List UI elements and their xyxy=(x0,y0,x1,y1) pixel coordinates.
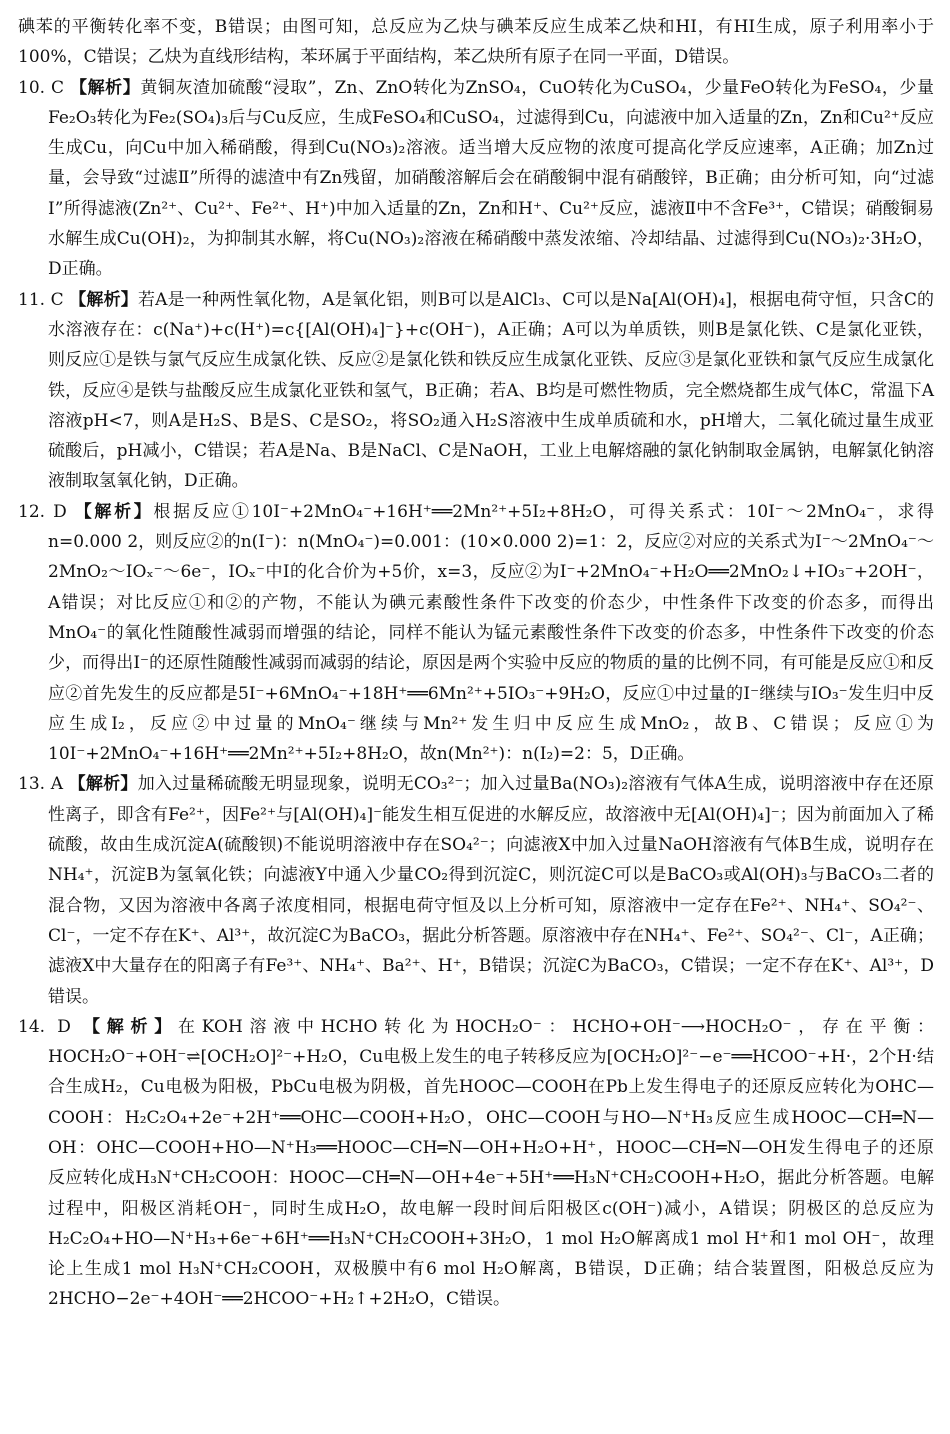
item-text: 加入过量稀硫酸无明显现象，说明无CO₃²⁻；加入过量Ba(NO₃)₂溶液有气体A生成，说明溶液中存在还原性离子，即含有Fe²⁺，因Fe²⁺与[Al(OH)₄]⁻能发生相互促进的水解反应，故溶液中无[Al(OH)₄]⁻；因为前面加入了稀硫酸，故由生成沉淀A(硫酸钡)不能说明溶液中存在SO₄²⁻；向滤液X中加入过量NaOH溶液有气体B生成，说明存在NH₄⁺，沉淀B为氢氧化铁；向滤液Y中通入少量CO₂得到沉淀C，则沉淀C可以是BaCO₃或Al(OH)₃与BaCO₃二者的混合物，又因为溶液中各离子浓度相同，根据电荷守恒及以上分析可知，原溶液中一定存在Fe²⁺、NH₄⁺、SO₄²⁻、Cl⁻，一定不存在K⁺、Al³⁺，故沉淀C为BaCO₃，据此分析答题。原溶液中存在NH₄⁺、Fe²⁺、SO₄²⁻、Cl⁻，A正确；滤液X中大量存在的阳离子有Fe³⁺、NH₄⁺、Ba²⁺、H⁺，B错误；沉淀C为BaCO₃，C错误；一定不存在K⁺、Al³⁺，D错误。 xyxy=(48,774,935,1007)
item-text: 在KOH溶液中HCHO转化为HOCH₂O⁻：HCHO+OH⁻⟶HOCH₂O⁻，存在平衡：HOCH₂O⁻+OH⁻⇌[OCH₂O]²⁻+H₂O，Cu电极上发生的电子转移反应为[OCH₂O]²⁻−e⁻══HCOO⁻+H·，2个H·结合生成H₂，Cu电极为阳极，PbCu电极为阴极，首先HOOC—COOH在Pb上发生得电子的还原反应转化为OHC—COOH：H₂C₂O₄+2e⁻+2H⁺══OHC—COOH+H₂O，OHC—COOH与HO—N⁺H₃反应生成HOOC—CH═N—OH：OHC—COOH+HO—N⁺H₃══HOOC—CH═N—OH+H₂O+H⁺，HOOC—CH═N—OH发生得电子的还原反应转化成H₃N⁺CH₂COOH：HOOC—CH═N—OH+4e⁻+5H⁺══H₃N⁺CH₂COOH+H₂O，据此分析答题。电解过程中，阳极区消耗OH⁻，同时生成H₂O，故电解一段时间后阳极区c(OH⁻)减小，A错误；阴极区的总反应为H₂C₂O₄+HO—N⁺H₃+6e⁻+6H⁺══H₃N⁺CH₂COOH+3H₂O，1 mol H₂O解离成1 mol H⁺和1 mol OH⁻，故理论上生成1 mol H₃N⁺CH₂COOH，双极膜中有6 mol H₂O解离，B错误，D正确；结合装置图，阳极总反应为2HCHO−2e⁻+4OH⁻══2HCOO⁻+H₂↑+2H₂O，C错误。 xyxy=(48,1016,935,1310)
item-number: 12. D xyxy=(18,501,67,522)
answer-item-12 xyxy=(18,497,934,770)
answer-item-13 xyxy=(18,769,934,1011)
item-text: 若A是一种两性氧化物，A是氧化铝，则B可以是AlCl₃、C可以是Na[Al(OH)₄]，根据电荷守恒，只含C的水溶液存在：c(Na⁺)+c(H⁺)=c{[Al(OH)₄]⁻}+c(OH⁻)，A正确；A可以为单质铁，则B是氯化铁、C是氯化亚铁，则反应①是铁与氯气反应生成氯化铁、反应②是氯化铁和铁反应生成氯化亚铁、反应③是氯化亚铁和氯气反应生成氯化铁，反应④是铁与盐酸反应生成氯化亚铁和氢气，B正确；若A、B均是可燃性物质，完全燃烧都生成气体C，常温下A溶液pH<7，则A是H₂S、B是S、C是SO₂，将SO₂通入H₂S溶液中生成单质硫和水，pH增大，二氧化硫过量生成亚硫酸后，pH减小，C错误；若A是Na、B是NaCl、C是NaOH，工业上电解熔融的氯化钠制取金属钠，电解氯化钠溶液制取氢氧化钠，D正确。 xyxy=(48,289,935,492)
analysis-tag: 【解析】 xyxy=(83,1016,179,1037)
item-number: 11. C xyxy=(18,289,64,310)
item-number: 14. D xyxy=(18,1016,71,1037)
item-number: 10. C xyxy=(18,77,65,98)
item-text: 根据反应①10I⁻+2MnO₄⁻+16H⁺══2Mn²⁺+5I₂+8H₂O，可得关系式：10I⁻～2MnO₄⁻，求得n=0.000 2，则反应②的n(I⁻)：n(MnO₄⁻)=0.001：(10×0.000 2)=1：2，反应②对应的关系式为I⁻～2MnO₄⁻～2MnO₂～IOₓ⁻～6e⁻，IOₓ⁻中I的化合价为+5价，x=3，反应②为I⁻+2MnO₄⁻+H₂O══2MnO₂↓+IO₃⁻+2OH⁻，A错误；对比反应①和②的产物，不能认为碘元素酸性条件下改变的价态少，中性条件下改变的价态多，而得出MnO₄⁻的氧化性随酸性减弱而增强的结论，同样不能认为锰元素酸性条件下改变的价态多，中性条件下改变的价态少，而得出I⁻的还原性随酸性减弱而减弱的结论，原因是两个实验中反应的物质的量的比例不同，有可能是反应①和反应②首先发生的反应都是5I⁻+6MnO₄⁻+18H⁺══6Mn²⁺+5IO₃⁻+9H₂O，反应①中过量的I⁻继续与IO₃⁻发生归中反应生成I₂，反应②中过量的MnO₄⁻继续与Mn²⁺发生归中反应生成MnO₂，故B、C错误；反应①为10I⁻+2MnO₄⁻+16H⁺══2Mn²⁺+5I₂+8H₂O，故n(Mn²⁺)：n(I₂)=2：5，D正确。 xyxy=(48,501,935,765)
answer-item-11 xyxy=(18,285,934,497)
analysis-tag: 【解析】 xyxy=(70,77,141,98)
item-number: 13. A xyxy=(18,774,63,795)
item-text: 黄铜灰渣加硫酸“浸取”，Zn、ZnO转化为ZnSO₄，CuO转化为CuSO₄，少量FeO转化为FeSO₄，少量Fe₂O₃转化为Fe₂(SO₄)₃后与Cu反应，生成FeSO₄和CuSO₄，过滤得到Cu，向滤液中加入适量的Zn，Zn和Cu²⁺反应生成Cu，向Cu中加入稀硝酸，得到Cu(NO₃)₂溶液。适当增大反应物的浓度可提高化学反应速率，A正确；加Zn过量，会导致“过滤Ⅱ”所得的滤渣中有Zn残留，加硝酸溶解后会在硝酸铜中混有硝酸锌，B正确；由分析可知，向“过滤Ⅰ”所得滤液(Zn²⁺、Cu²⁺、Fe²⁺、H⁺)中加入适量的Zn，Zn和H⁺、Cu²⁺反应，滤液Ⅱ中不含Fe³⁺，C错误；硝酸铜易水解生成Cu(OH)₂，为抑制其水解，将Cu(NO₃)₂溶液在稀硝酸中蒸发浓缩、冷却结晶、过滤得到Cu(NO₃)₂·3H₂O，D正确。 xyxy=(48,77,934,280)
analysis-tag: 【解析】 xyxy=(74,501,154,522)
intro-paragraph: 碘苯的平衡转化率不变，B错误；由图可知，总反应为乙炔与碘苯反应生成苯乙炔和HI，有HI生成，原子利用率小于100%，C错误；乙炔为直线形结构，苯环属于平面结构，苯乙炔所有原子在同一平面，D错误。 xyxy=(18,17,934,68)
analysis-tag: 【解析】 xyxy=(69,289,138,310)
answer-item-10 xyxy=(18,73,934,285)
analysis-tag: 【解析】 xyxy=(68,774,138,795)
answer-item-14 xyxy=(18,1012,934,1315)
